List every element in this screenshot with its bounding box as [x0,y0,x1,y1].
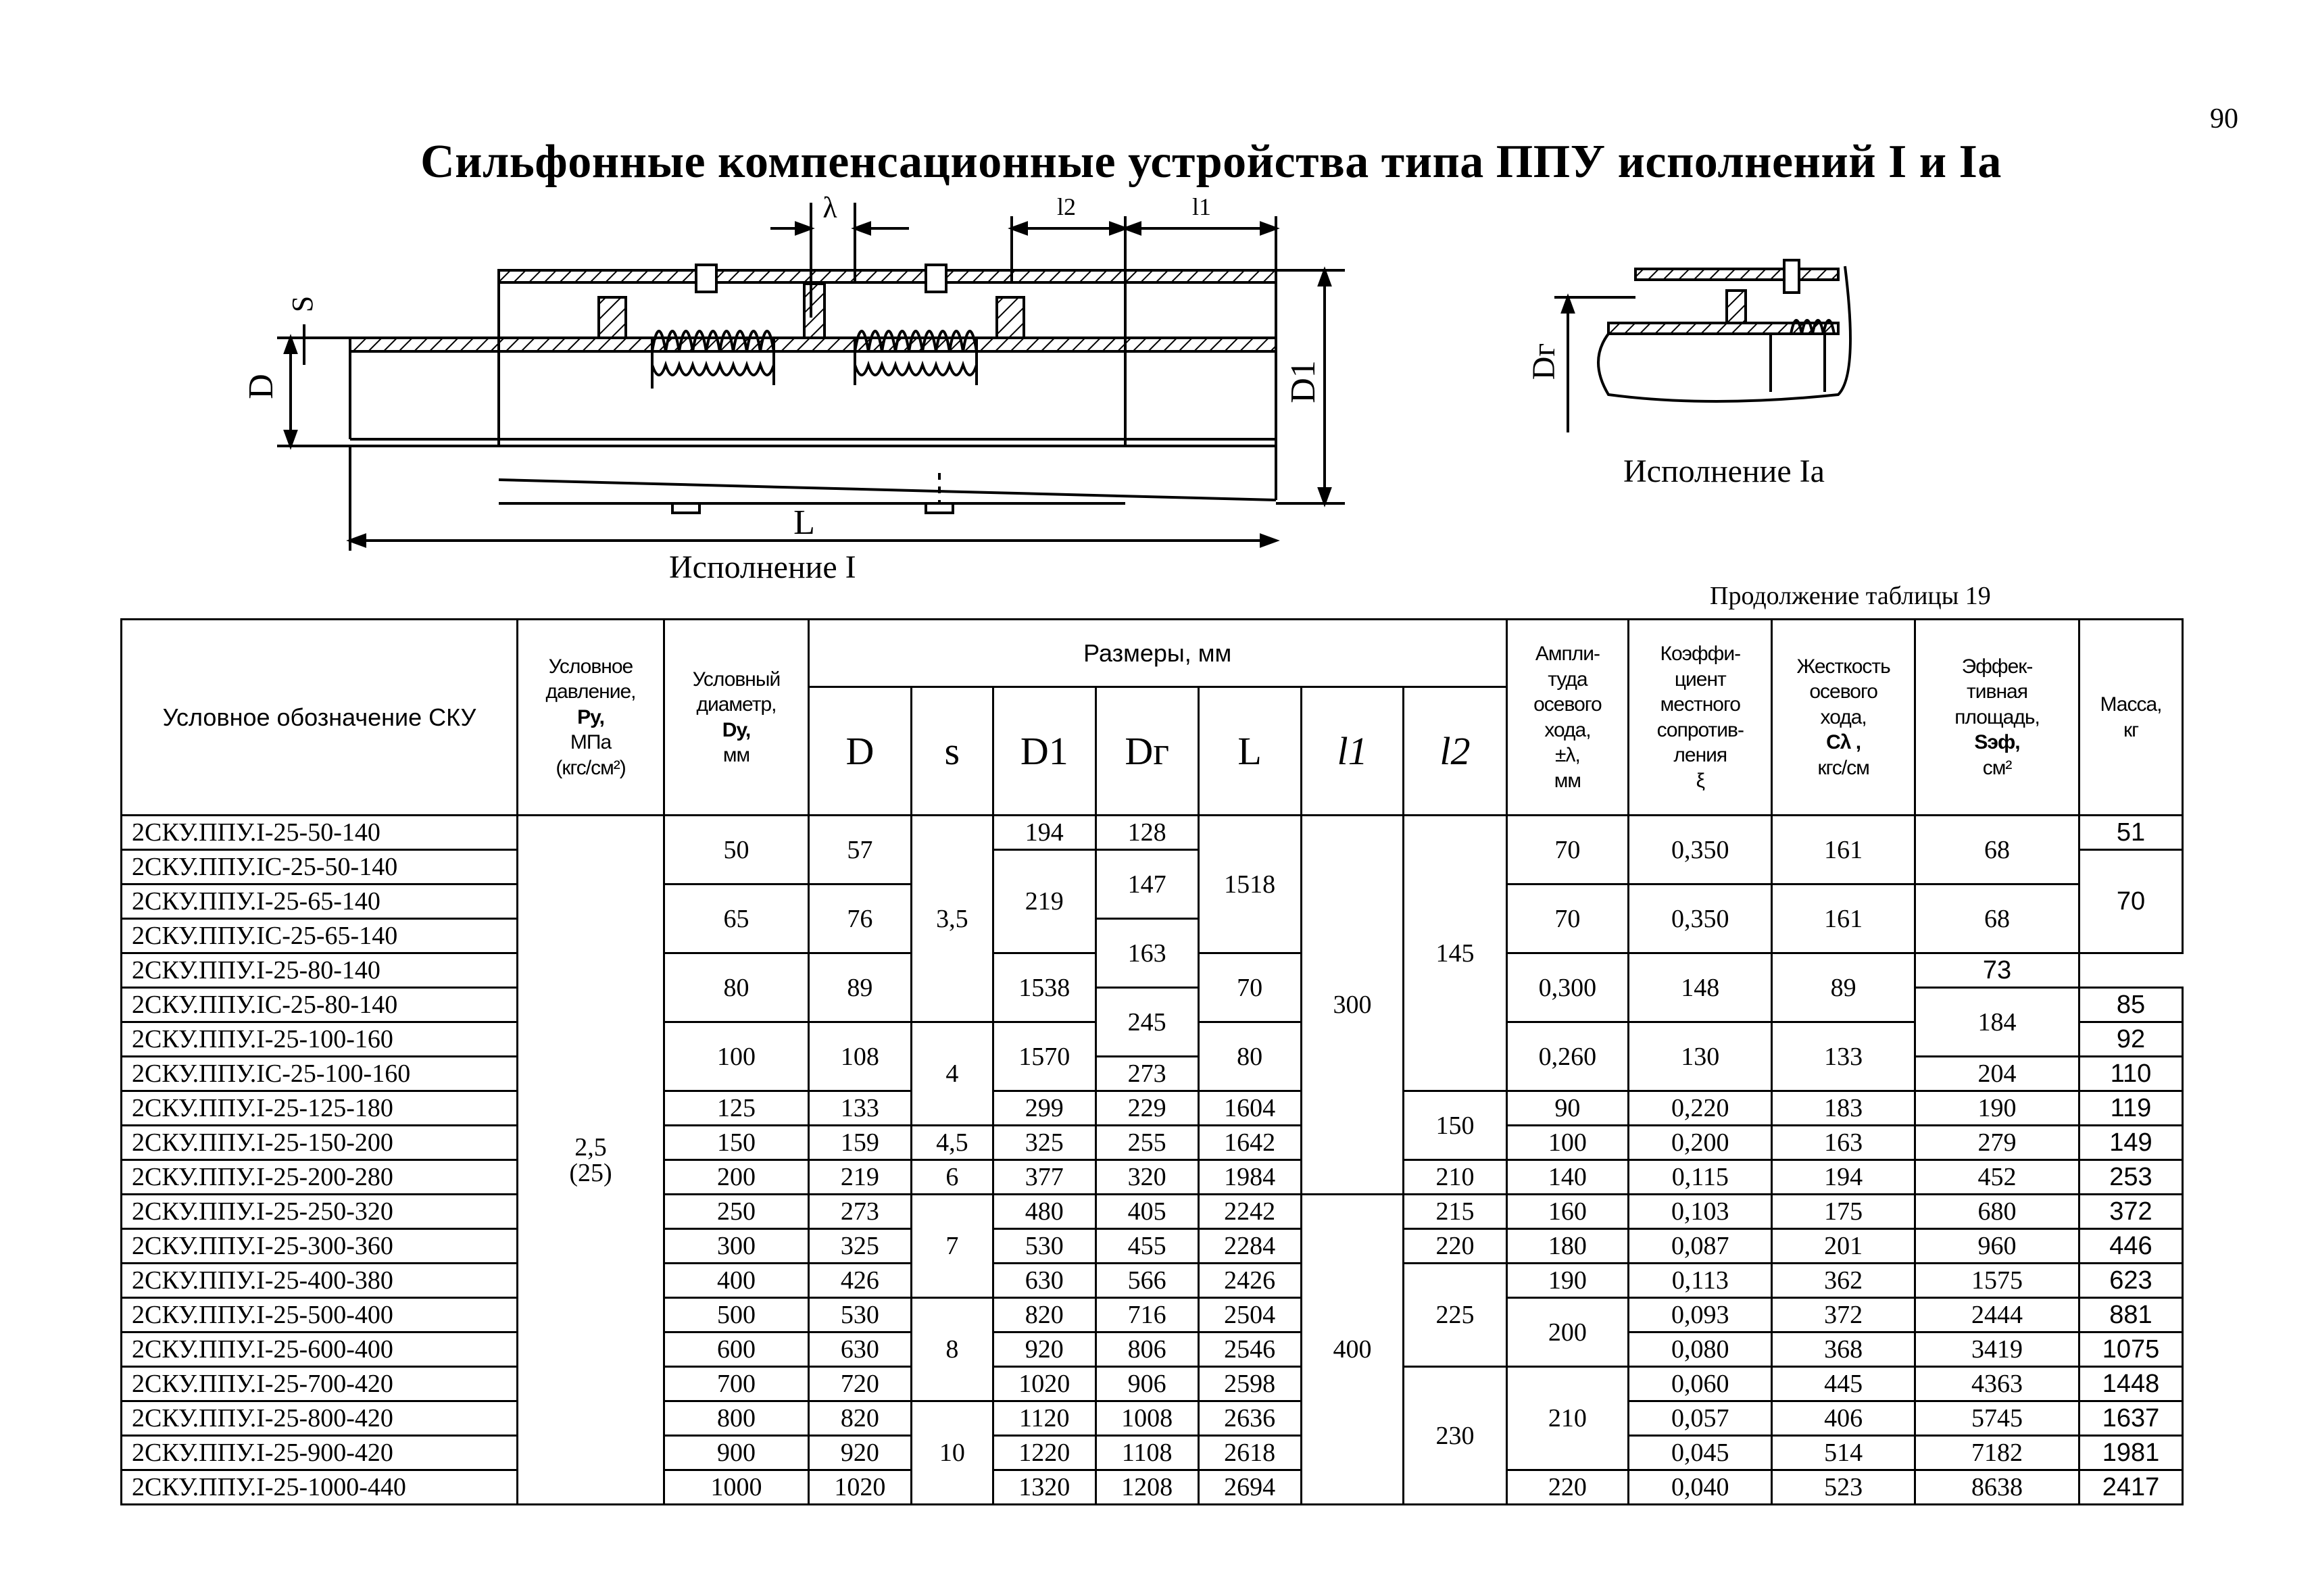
cell-s: 6 [911,1160,993,1195]
cell-xi: 0,045 [1629,1436,1772,1470]
cell-D1: 920 [993,1332,1096,1367]
table-row [122,1367,2183,1401]
cell-C: 406 [1772,1401,1915,1436]
cell-name: 2СКУ.ППУ.I-25-250-320 [122,1195,518,1229]
cell-Dy: 50 [664,816,809,884]
header-l2: l2 [1404,687,1506,816]
cell-Dg: 204 [1915,1057,2079,1091]
cell-L: 2504 [1198,1298,1301,1332]
cell-name: 2СКУ.ППУ.I-25-50-140 [122,816,518,850]
cell-name: 2СКУ.ППУ.IC-25-50-140 [122,850,518,884]
cell-amp: 140 [1506,1160,1629,1195]
cell-D1: 219 [993,850,1096,953]
table-row [122,816,2183,850]
cell-L: 2426 [1198,1264,1301,1298]
cell-xi: 0,060 [1629,1367,1772,1401]
cell-amp: 90 [1506,1091,1629,1126]
cell-xi: 0,057 [1629,1401,1772,1436]
svg-text:L: L [793,503,815,542]
svg-text:l1: l1 [1191,193,1212,220]
cell-D1: 820 [993,1298,1096,1332]
cell-S: 68 [1915,884,2079,953]
cell-D1: 1020 [993,1367,1096,1401]
cell-C: 362 [1772,1264,1915,1298]
cell-mass: 1075 [2079,1332,2182,1367]
cell-S: 190 [1915,1091,2079,1126]
cell-L: 2694 [1198,1470,1301,1505]
cell-l2: 230 [1404,1367,1506,1505]
cell-L: 1538 [993,953,1096,1022]
cell-D1: 1220 [993,1436,1096,1470]
cell-L: 1604 [1198,1091,1301,1126]
table-row [122,1401,2183,1436]
cell-mass: 73 [1915,953,2079,988]
caption-version-1: Исполнение I [669,549,856,585]
cell-l2: 215 [1404,1195,1506,1229]
cell-S: 680 [1915,1195,2079,1229]
cell-mass: 1637 [2079,1401,2182,1436]
table-continuation-caption: Продолжение таблицы 19 [1710,582,1991,610]
cell-mass: 119 [2079,1091,2182,1126]
cell-D1: 194 [993,816,1096,850]
cell-amp: 190 [1506,1264,1629,1298]
cell-Dg: 906 [1096,1367,1198,1401]
cell-name: 2СКУ.ППУ.I-25-600-400 [122,1332,518,1367]
cell-Dg: 1008 [1096,1401,1198,1436]
cell-D: 720 [808,1367,911,1401]
cell-Dy: 1000 [664,1470,809,1505]
page-title: Сильфонные компенсационные устройства типа ППУ исполнений I и Iа [420,136,2002,188]
table-row [122,1264,2183,1298]
cell-l2: 225 [1404,1264,1506,1367]
cell-mass: 372 [2079,1195,2182,1229]
cell-D1: 325 [993,1126,1096,1160]
cell-Dy: 700 [664,1367,809,1401]
cell-amp: 70 [1506,816,1629,884]
cell-S: 8638 [1915,1470,2079,1505]
cell-name: 2СКУ.ППУ.I-25-900-420 [122,1436,518,1470]
cell-S: 3419 [1915,1332,2079,1367]
header-coefficient: Коэффи- циент местного сопротив- ления ξ [1629,620,1772,816]
cell-Dg: 1208 [1096,1470,1198,1505]
table-row [122,1126,2183,1160]
cell-D: 89 [808,953,911,1022]
header-Dg: Dг [1096,687,1198,816]
drawing-version-1a [1554,260,1850,432]
cell-D: 530 [808,1298,911,1332]
cell-l2: 145 [1404,816,1506,1091]
cell-S: 1575 [1915,1264,2079,1298]
cell-S: 2444 [1915,1298,2079,1332]
cell-S: 4363 [1915,1367,2079,1401]
cell-name: 2СКУ.ППУ.I-25-200-280 [122,1160,518,1195]
cell-mass: 70 [2079,850,2182,953]
cell-xi: 0,220 [1629,1091,1772,1126]
cell-amp: 220 [1506,1470,1629,1505]
cell-xi: 0,087 [1629,1229,1772,1264]
cell-S: 279 [1915,1126,2079,1160]
cell-xi: 0,260 [1506,1022,1629,1091]
cell-D: 133 [808,1091,911,1126]
cell-Dy: 150 [664,1126,809,1160]
cell-S: 89 [1772,953,1915,1022]
cell-mass: 92 [2079,1022,2182,1057]
cell-s: 4 [911,1022,993,1126]
cell-xi: 0,200 [1629,1126,1772,1160]
table-row [122,1229,2183,1264]
cell-D: 108 [808,1022,911,1091]
cell-D1: 299 [993,1091,1096,1126]
cell-Dy: 250 [664,1195,809,1229]
cell-xi: 0,093 [1629,1298,1772,1332]
cell-Dg: 128 [1096,816,1198,850]
cell-Dg: 405 [1096,1195,1198,1229]
technical-drawing [0,0,2314,608]
cell-L: 1642 [1198,1126,1301,1160]
table-row [122,1298,2183,1332]
cell-name: 2СКУ.ППУ.IC-25-100-160 [122,1057,518,1091]
cell-Dg: 1108 [1096,1436,1198,1470]
cell-name: 2СКУ.ППУ.I-25-65-140 [122,884,518,919]
cell-D1: 245 [1096,988,1198,1057]
cell-mass: 149 [2079,1126,2182,1160]
drawing-version-1 [277,203,1345,551]
svg-text:S: S [286,295,319,313]
cell-amp: 160 [1506,1195,1629,1229]
cell-Dy: 200 [664,1160,809,1195]
cell-L: 1570 [993,1022,1096,1091]
cell-name: 2СКУ.ППУ.I-25-80-140 [122,953,518,988]
cell-Dg: 229 [1096,1091,1198,1126]
cell-D: 1020 [808,1470,911,1505]
cell-mass: 881 [2079,1298,2182,1332]
cell-Dy: 100 [664,1022,809,1091]
cell-D: 920 [808,1436,911,1470]
svg-text:λ: λ [822,191,837,224]
header-D1: D1 [993,687,1096,816]
cell-l2: 220 [1404,1229,1506,1264]
cell-name: 2СКУ.ППУ.I-25-1000-440 [122,1470,518,1505]
cell-mass: 1448 [2079,1367,2182,1401]
table-row [122,1436,2183,1470]
cell-C: 148 [1629,953,1772,1022]
cell-C: 161 [1772,884,1915,953]
cell-mass: 110 [2079,1057,2182,1091]
cell-l2: 150 [1404,1091,1506,1160]
header-l1: l1 [1301,687,1404,816]
cell-D1: 273 [1096,1057,1198,1091]
cell-Dy: 800 [664,1401,809,1436]
cell-xi: 0,080 [1629,1332,1772,1367]
caption-version-1a: Исполнение Iа [1623,453,1825,489]
cell-xi: 0,103 [1629,1195,1772,1229]
header-mass: Масса, кг [2079,620,2182,816]
cell-Dy: 125 [664,1091,809,1126]
table-row [122,1160,2183,1195]
cell-mass: 51 [2079,816,2182,850]
cell-amp: 100 [1506,1126,1629,1160]
cell-C: 163 [1772,1126,1915,1160]
cell-C: 194 [1772,1160,1915,1195]
header-D: D [808,687,911,816]
specification-table [120,618,2184,1505]
header-sizes: Размеры, мм [808,620,1506,687]
cell-s: 4,5 [911,1126,993,1160]
page-number: 90 [2210,103,2238,134]
cell-S: 960 [1915,1229,2079,1264]
table-row [122,1091,2183,1126]
cell-amp: 180 [1506,1229,1629,1264]
cell-D: 630 [808,1332,911,1367]
header-diameter: Условный диаметр, Dу, мм [664,620,809,816]
cell-Dg: 147 [1096,850,1198,919]
cell-mass: 85 [2079,988,2182,1022]
cell-xi: 0,040 [1629,1470,1772,1505]
cell-S: 133 [1772,1022,1915,1091]
cell-name: 2СКУ.ППУ.I-25-500-400 [122,1298,518,1332]
cell-L: 2242 [1198,1195,1301,1229]
cell-xi: 0,350 [1629,884,1772,953]
cell-Dg: 455 [1096,1229,1198,1264]
cell-l1: 300 [1301,816,1404,1195]
cell-D: 820 [808,1401,911,1436]
svg-text:D1: D1 [1284,360,1323,403]
cell-C: 523 [1772,1470,1915,1505]
cell-Dg: 566 [1096,1264,1198,1298]
cell-Dy: 80 [664,953,809,1022]
cell-C: 161 [1772,816,1915,884]
cell-mass: 1981 [2079,1436,2182,1470]
cell-S: 452 [1915,1160,2079,1195]
cell-D: 76 [808,884,911,953]
cell-L: 2598 [1198,1367,1301,1401]
cell-D1: 377 [993,1160,1096,1195]
cell-name: 2СКУ.ППУ.IC-25-80-140 [122,988,518,1022]
cell-name: 2СКУ.ППУ.I-25-800-420 [122,1401,518,1436]
cell-Dg: 255 [1096,1126,1198,1160]
cell-L: 2636 [1198,1401,1301,1436]
cell-C: 445 [1772,1367,1915,1401]
cell-Dy: 65 [664,884,809,953]
header-designation: Условное обозначение СКУ [122,620,518,816]
cell-mass: 2417 [2079,1470,2182,1505]
cell-S: 5745 [1915,1401,2079,1436]
cell-amp: 210 [1506,1367,1629,1470]
cell-D: 219 [808,1160,911,1195]
cell-Dy: 300 [664,1229,809,1264]
cell-name: 2СКУ.ППУ.IC-25-65-140 [122,919,518,953]
cell-mass: 253 [2079,1160,2182,1195]
cell-C: 368 [1772,1332,1915,1367]
cell-D1: 630 [993,1264,1096,1298]
cell-name: 2СКУ.ППУ.I-25-300-360 [122,1229,518,1264]
cell-L: 2618 [1198,1436,1301,1470]
cell-xi: 0,115 [1629,1160,1772,1195]
cell-Dg: 716 [1096,1298,1198,1332]
cell-Dg: 806 [1096,1332,1198,1367]
cell-l2: 210 [1404,1160,1506,1195]
cell-L: 2284 [1198,1229,1301,1264]
svg-text:D: D [242,374,280,399]
cell-name: 2СКУ.ППУ.I-25-100-160 [122,1022,518,1057]
cell-D: 426 [808,1264,911,1298]
header-area: Эффек- тивная площадь, Sэф, см² [1915,620,2079,816]
cell-C: 514 [1772,1436,1915,1470]
cell-xi: 0,113 [1629,1264,1772,1298]
svg-text:Dг: Dг [1526,343,1562,380]
cell-Dg: 320 [1096,1160,1198,1195]
cell-mass: 623 [2079,1264,2182,1298]
table-row [122,1470,2183,1505]
cell-C: 201 [1772,1229,1915,1264]
cell-Dy: 600 [664,1332,809,1367]
cell-Dg: 163 [1096,919,1198,988]
cell-Dy: 900 [664,1436,809,1470]
cell-Dy: 400 [664,1264,809,1298]
table-row [122,1195,2183,1229]
cell-L: 1984 [1198,1160,1301,1195]
cell-name: 2СКУ.ППУ.I-25-125-180 [122,1091,518,1126]
header-L: L [1198,687,1301,816]
cell-C: 372 [1772,1298,1915,1332]
cell-S: 68 [1915,816,2079,884]
cell-D1: 1320 [993,1470,1096,1505]
cell-D: 57 [808,816,911,884]
header-s: s [911,687,993,816]
cell-C: 183 [1772,1091,1915,1126]
header-amplitude: Ампли- туда осевого хода, ±λ, мм [1506,620,1629,816]
cell-name: 2СКУ.ППУ.I-25-700-420 [122,1367,518,1401]
cell-pressure: 2,5 (25) [518,816,664,1505]
cell-D1: 480 [993,1195,1096,1229]
header-stiffness: Жесткость осевого хода, Cλ , кгс/см [1772,620,1915,816]
table-row [122,1332,2183,1367]
cell-s: 7 [911,1195,993,1298]
cell-C: 175 [1772,1195,1915,1229]
cell-name: 2СКУ.ППУ.I-25-400-380 [122,1264,518,1298]
cell-Dy: 500 [664,1298,809,1332]
cell-L: 2546 [1198,1332,1301,1367]
cell-amp: 70 [1198,953,1301,1022]
cell-D: 159 [808,1126,911,1160]
cell-D1: 1120 [993,1401,1096,1436]
cell-xi: 0,300 [1506,953,1629,1022]
cell-L: 1518 [1198,816,1301,953]
header-pressure: Условное давление, Pу, МПа (кгс/см²) [518,620,664,816]
cell-Dg: 184 [1915,988,2079,1057]
cell-name: 2СКУ.ППУ.I-25-150-200 [122,1126,518,1160]
cell-l1: 400 [1301,1195,1404,1505]
svg-text:l2: l2 [1056,193,1077,220]
cell-S: 7182 [1915,1436,2079,1470]
cell-s: 10 [911,1401,993,1505]
cell-D1: 530 [993,1229,1096,1264]
cell-mass: 446 [2079,1229,2182,1264]
cell-amp: 80 [1198,1022,1301,1091]
cell-amp: 200 [1506,1298,1629,1367]
cell-s: 3,5 [911,816,993,1022]
cell-amp: 70 [1506,884,1629,953]
cell-xi: 0,350 [1629,816,1772,884]
cell-s: 8 [911,1298,993,1401]
cell-D: 325 [808,1229,911,1264]
cell-D: 273 [808,1195,911,1229]
cell-C: 130 [1629,1022,1772,1091]
